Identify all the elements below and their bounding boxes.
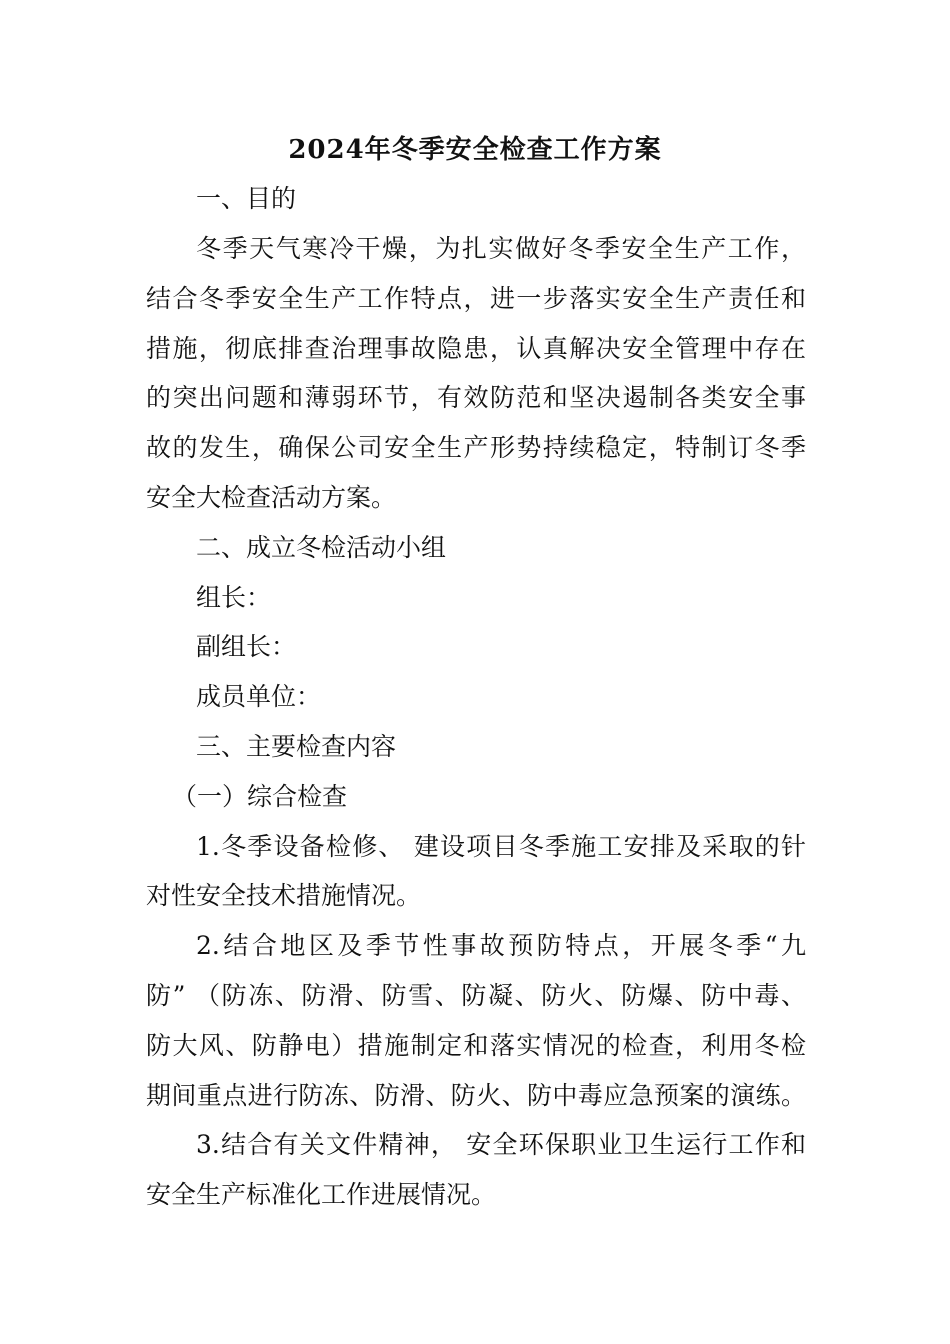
paragraph-line: 安全大检查活动方案。 xyxy=(146,483,397,512)
group-leader-label: 组长： xyxy=(196,583,272,612)
paragraph-line: 措施，彻底排查治理事故隐患，认真解决安全管理中存在 xyxy=(146,334,806,363)
subsection-heading: （一）综合检查 xyxy=(172,782,348,811)
list-item-line: 防大风、防静电）措施制定和落实情况的检查，利用冬检 xyxy=(146,1031,806,1060)
list-item-line: 1.冬季设备检修、 建设项目冬季施工安排及采取的针 xyxy=(196,832,806,861)
section-heading-purpose: 一、目的 xyxy=(196,184,297,213)
deputy-leader-label: 副组长： xyxy=(196,632,297,661)
section-heading-content: 三、主要检查内容 xyxy=(196,732,397,761)
paragraph-line: 冬季天气寒冷干燥，为扎实做好冬季安全生产工作， xyxy=(196,234,806,263)
list-item-line: 3.结合有关文件精神， 安全环保职业卫生运行工作和 xyxy=(196,1130,806,1159)
list-item-line: 防” （防冻、防滑、防雪、防凝、防火、防爆、防中毒、 xyxy=(146,981,806,1010)
list-item-line: 对性安全技术措施情况。 xyxy=(146,881,422,910)
list-item-line: 期间重点进行防冻、防滑、防火、防中毒应急预案的演练。 xyxy=(146,1081,806,1110)
paragraph-line: 结合冬季安全生产工作特点，进一步落实安全生产责任和 xyxy=(146,284,806,313)
list-item-line: 安全生产标准化工作进展情况。 xyxy=(146,1180,497,1209)
paragraph-line: 的突出问题和薄弱环节，有效防范和坚决遏制各类安全事 xyxy=(146,383,806,412)
section-heading-group: 二、成立冬检活动小组 xyxy=(196,533,447,562)
list-item-line: 2.结合地区及季节性事故预防特点，开展冬季“九 xyxy=(196,931,806,960)
member-units-label: 成员单位： xyxy=(196,682,322,711)
document-title: 2024年冬季安全检查工作方案 xyxy=(288,135,662,165)
paragraph-line: 故的发生，确保公司安全生产形势持续稳定，特制订冬季 xyxy=(146,433,806,462)
